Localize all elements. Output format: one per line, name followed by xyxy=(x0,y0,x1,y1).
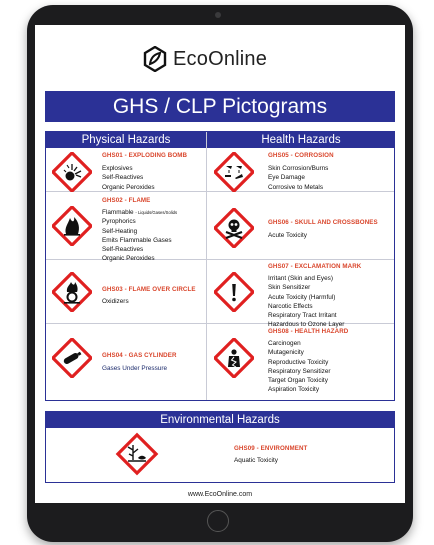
ghs06-items: Acute Toxicity xyxy=(268,232,307,239)
ghs09-items: Aquatic Toxicity xyxy=(234,457,278,464)
brand-name: EcoOnline xyxy=(173,47,268,70)
environmental-hazards-header: Environmental Hazards xyxy=(46,412,394,428)
ghs04-items: Gases Under Pressure xyxy=(102,365,167,372)
camera xyxy=(215,12,221,18)
gas-cylinder-icon xyxy=(52,338,92,378)
ghs02-code: GHS02 - FLAME xyxy=(102,197,151,204)
ghs09-code: GHS09 - ENVIRONMENT xyxy=(234,445,308,452)
environment-icon xyxy=(115,432,159,476)
ghs06-code: GHS06 - SKULL AND CROSSBONES xyxy=(268,219,378,226)
ghs01-code: GHS01 - EXPLODING BOMB xyxy=(102,152,188,159)
ghs08-items: Carcinogen Mutagenicity Reproductive Toxicity Respiratory Sensitizer Target Organ Toxicity Aspiration Toxicity xyxy=(268,340,331,394)
physical-hazards-header: Physical Hazards xyxy=(46,132,206,148)
flame-icon xyxy=(52,206,92,246)
home-button[interactable] xyxy=(207,510,229,532)
exclamation-mark-icon xyxy=(214,272,254,312)
ghs04-code: GHS04 - GAS CYLINDER xyxy=(102,352,177,359)
exploding-bomb-icon xyxy=(52,152,92,192)
ghs07-code: GHS07 - EXCLAMATION MARK xyxy=(268,263,362,270)
hazard-table xyxy=(45,131,395,401)
poster xyxy=(35,25,405,503)
environmental-table xyxy=(45,411,395,483)
page-title: GHS / CLP Pictograms xyxy=(45,91,395,122)
ghs01-items: Explosives Self-Reactives Organic Peroxides xyxy=(102,165,155,191)
ghs03-items: Oxidizers xyxy=(102,298,129,305)
tablet-frame xyxy=(27,5,413,542)
ghs05-code: GHS05 - CORROSION xyxy=(268,152,334,159)
ghs07-items: Irritant (Skin and Eyes) Skin Sensitizer Acute Toxicity (Harmful) Narcotic Effects Respiratory Tract Irritant Hazardous to Ozone Layer xyxy=(268,275,345,329)
flame-over-circle-icon xyxy=(52,272,92,312)
ghs03-code: GHS03 - FLAME OVER CIRCLE xyxy=(102,286,196,293)
ghs02-items: Flammable - Liquids/Gases/Solids Pyrophorics Self-Heating Emits Flammable Gases Self-Reactives Organic Peroxides xyxy=(102,209,178,263)
ghs05-items: Skin Corrosion/Burns Eye Damage Corrosive to Metals xyxy=(268,165,329,191)
skull-crossbones-icon xyxy=(214,208,254,248)
corrosion-icon xyxy=(214,152,254,192)
brand-header xyxy=(143,45,267,73)
health-hazard-icon xyxy=(214,338,254,378)
health-hazards-header: Health Hazards xyxy=(207,132,395,148)
ghs08-code: GHS08 - HEALTH HAZARD xyxy=(268,328,349,335)
footer-url: www.EcoOnline.com xyxy=(187,491,253,498)
leaf-hexagon-icon xyxy=(143,46,167,72)
